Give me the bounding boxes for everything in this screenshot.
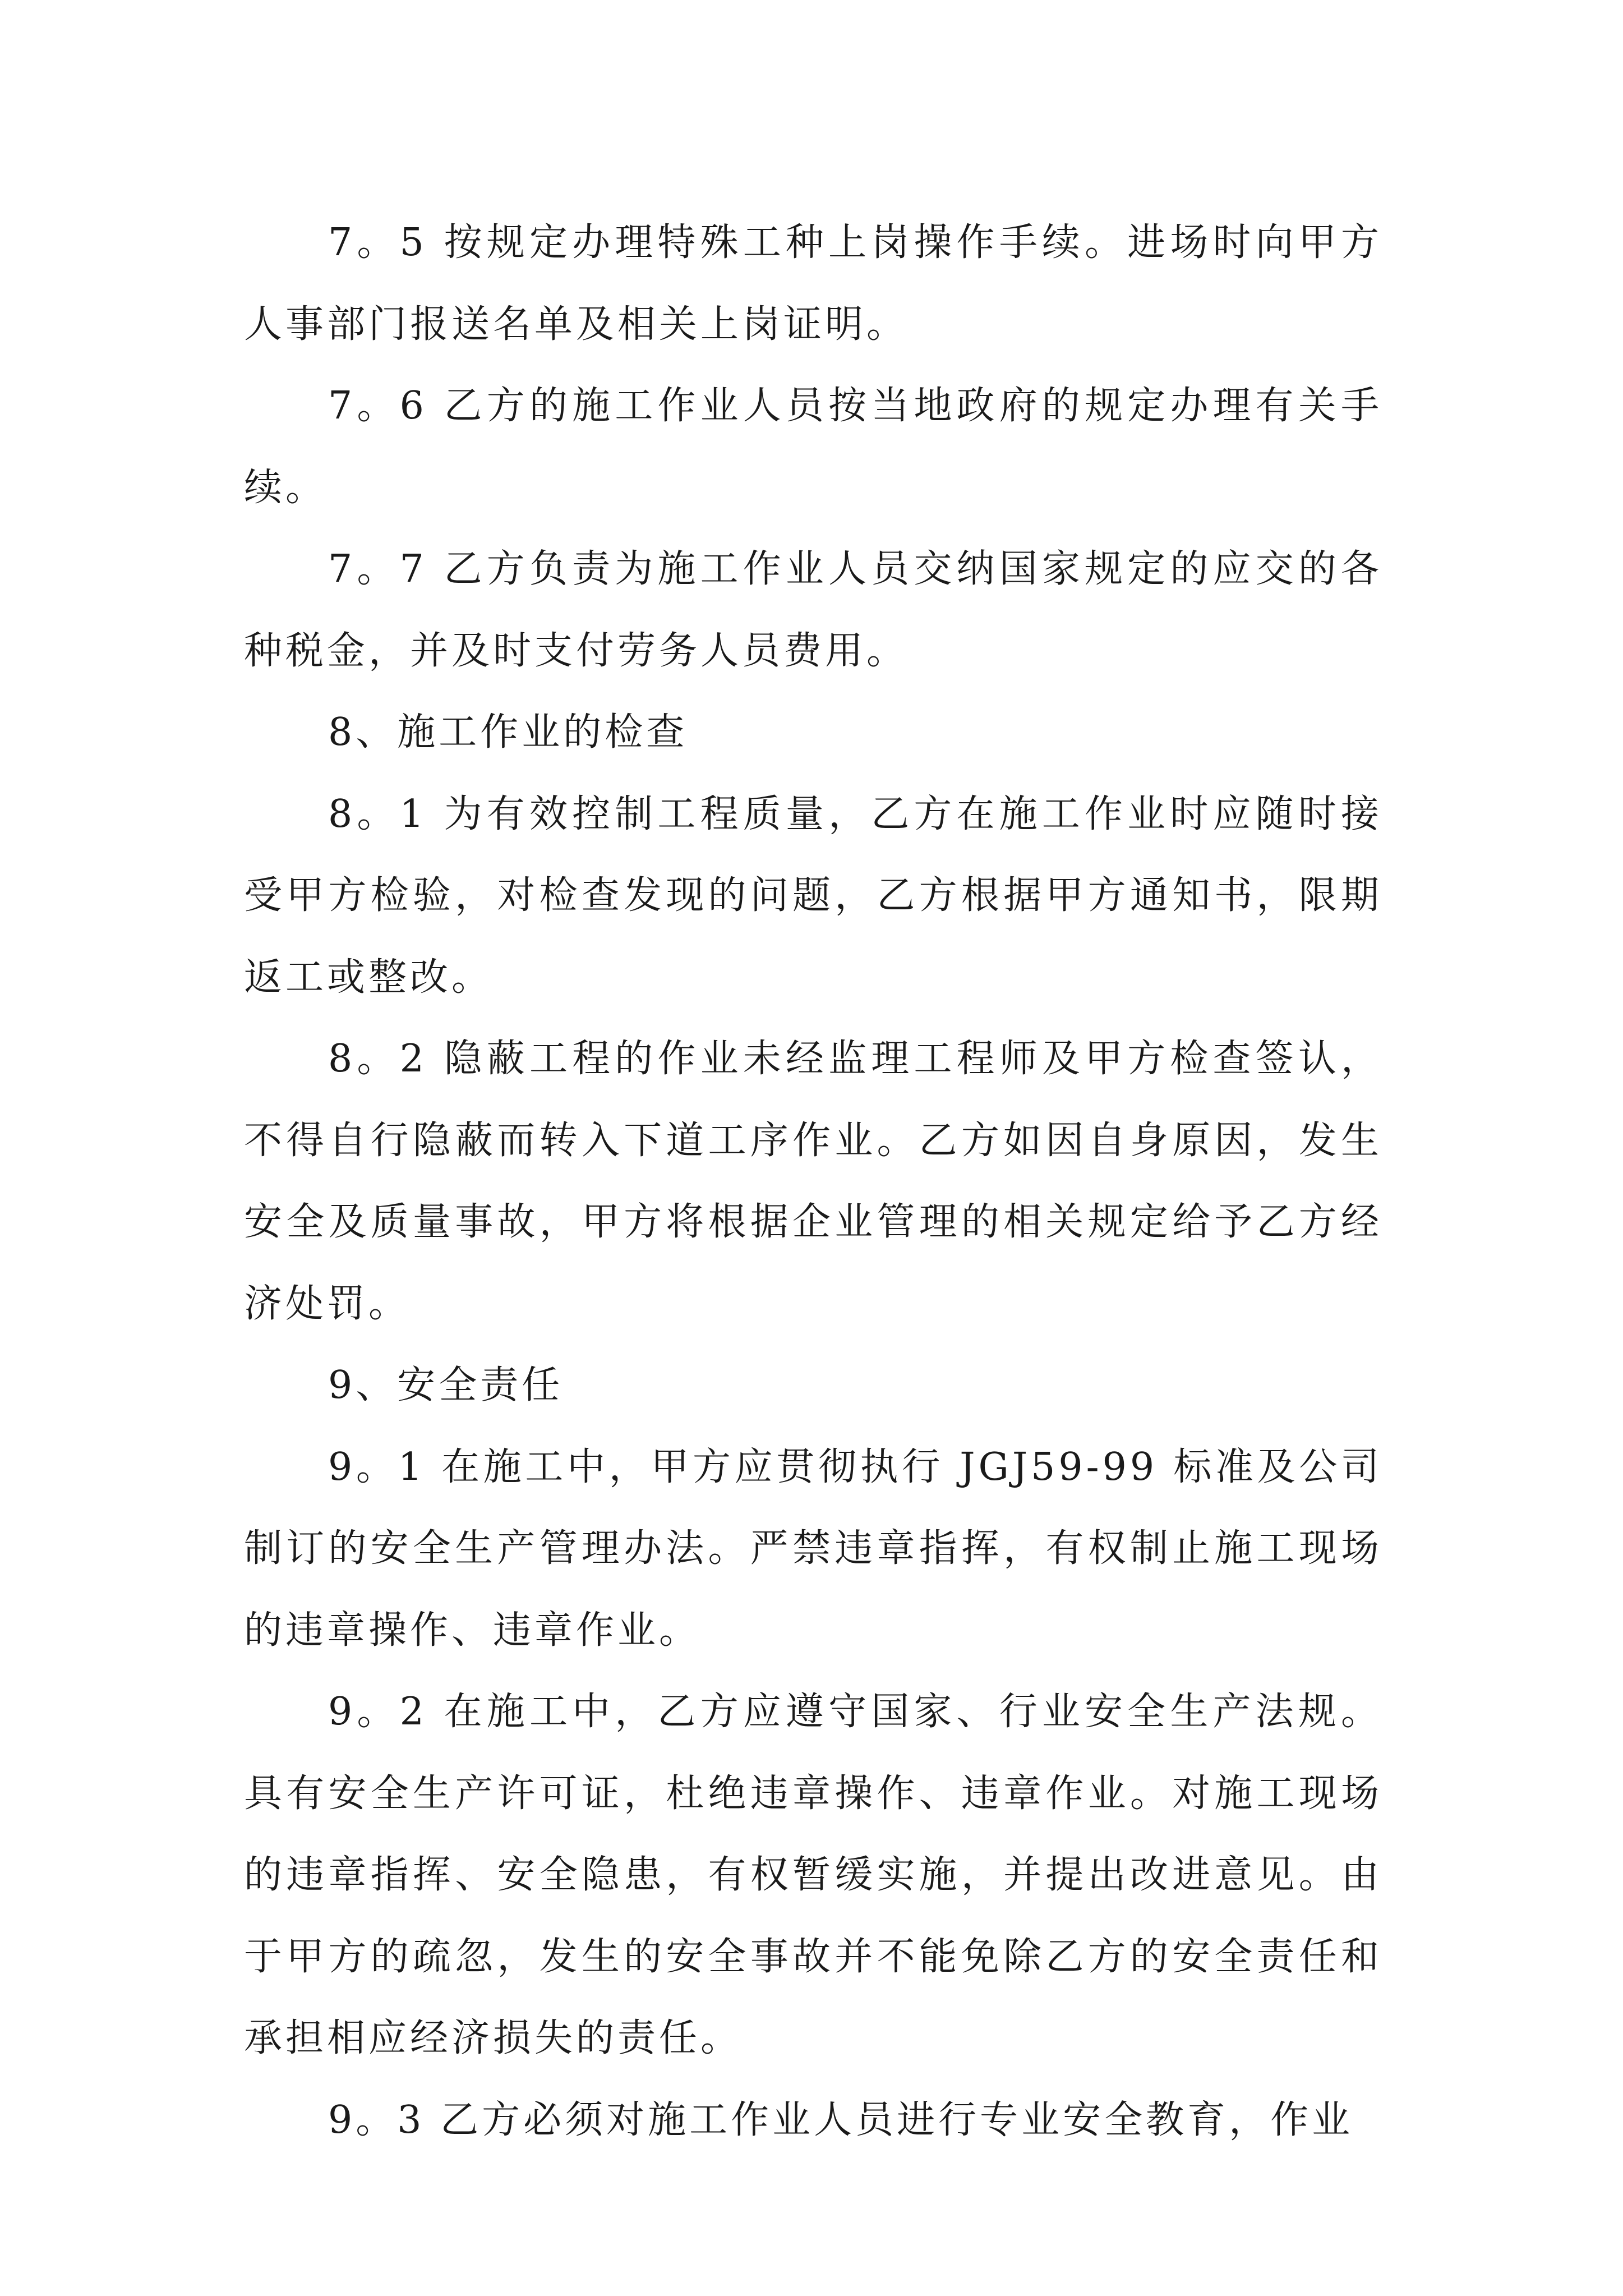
- paragraph-7-6: 7。6 乙方的施工作业人员按当地政府的规定办理有关手续。: [244, 384, 1382, 510]
- paragraph-8-1: 8。1 为有效控制工程质量，乙方在施工作业时应随时接受甲方检验，对检查发现的问题，乙方根据甲方通知书，限期返工或整改。: [244, 792, 1382, 1000]
- section-heading-9: 9、安全责任: [328, 1363, 564, 1407]
- paragraph-9-3: 9。3 乙方必须对施工作业人员进行专业安全教育，作业: [328, 2097, 1354, 2142]
- paragraph-7-5: 7。5 按规定办理特殊工种上岗操作手续。进场时向甲方人事部门报送名单及相关上岗证明。: [244, 220, 1382, 347]
- paragraph-9-2: 9。2 在施工中，乙方应遵守国家、行业安全生产法规。具有安全生产许可证，杜绝违章操作、违章作业。对施工现场的违章指挥、安全隐患，有权暂缓实施，并提出改进意见。由于甲方的疏忽，发生的安全事故并不能免除乙方的安全责任和承担相应经济损失的责任。: [244, 1690, 1382, 2060]
- paragraph-7-7: 7。7 乙方负责为施工作业人员交纳国家规定的应交的各种税金，并及时支付劳务人员费用。: [244, 547, 1382, 673]
- document-body: [244, 202, 1382, 2161]
- section-heading-8: 8、施工作业的检查: [328, 710, 688, 754]
- paragraph-8-2: 8。2 隐蔽工程的作业未经监理工程师及甲方检查签认，不得自行隐蔽而转入下道工序作业。乙方如因自身原因，发生安全及质量事故，甲方将根据企业管理的相关规定给予乙方经济处罚。: [244, 1037, 1382, 1326]
- paragraph-9-1: 9。1 在施工中，甲方应贯彻执行 JGJ59-99 标准及公司制订的安全生产管理办法。严禁违章指挥，有权制止施工现场的违章操作、违章作业。: [244, 1444, 1382, 1653]
